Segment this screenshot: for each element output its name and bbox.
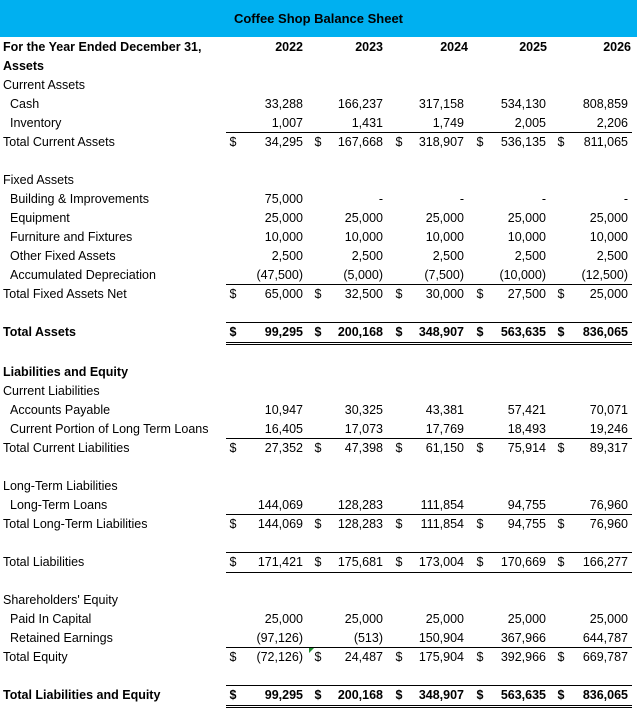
currency-symbol: $ — [314, 135, 322, 149]
row-label[interactable]: Retained Earnings — [10, 631, 113, 645]
row-label[interactable]: Long-Term Liabilities — [3, 479, 118, 493]
currency-symbol: $ — [476, 555, 484, 569]
table-row — [0, 247, 637, 266]
value-cell[interactable]: 2,500 — [432, 249, 464, 263]
value-cell[interactable]: 1,749 — [432, 116, 464, 130]
table-row — [0, 439, 637, 458]
currency-symbol: $ — [557, 688, 565, 702]
row-label[interactable]: Total Current Liabilities — [3, 441, 130, 455]
value-cell[interactable]: 25,000 — [507, 612, 546, 626]
row-label[interactable]: Building & Improvements — [10, 192, 149, 206]
table-row — [0, 95, 637, 114]
table-row — [0, 363, 637, 382]
currency-symbol: $ — [229, 287, 237, 301]
currency-symbol: $ — [314, 555, 322, 569]
value-cell[interactable]: 534,130 — [500, 97, 546, 111]
header-row — [0, 38, 637, 57]
currency-symbol: $ — [476, 287, 484, 301]
currency-symbol: $ — [229, 325, 237, 339]
value-cell[interactable]: 27,500 — [507, 287, 546, 301]
table-row — [0, 629, 637, 648]
table-row — [0, 266, 637, 285]
year-header[interactable]: 2026 — [603, 40, 631, 54]
value-cell[interactable]: 43,381 — [425, 403, 464, 417]
value-cell[interactable]: 644,787 — [582, 631, 628, 645]
value-cell[interactable]: 34,295 — [264, 135, 303, 149]
currency-symbol: $ — [557, 555, 565, 569]
value-cell[interactable]: (5,000) — [343, 268, 383, 282]
table-row — [0, 76, 637, 95]
currency-symbol: $ — [395, 517, 403, 531]
row-label[interactable]: Total Equity — [3, 650, 68, 664]
sheet-title[interactable]: Coffee Shop Balance Sheet — [0, 0, 637, 37]
currency-symbol: $ — [395, 135, 403, 149]
table-row — [0, 610, 637, 629]
value-cell[interactable]: 89,317 — [589, 441, 628, 455]
currency-symbol: $ — [314, 325, 322, 339]
value-cell[interactable]: 30,000 — [425, 287, 464, 301]
value-cell[interactable]: - — [623, 192, 628, 206]
value-cell[interactable]: 200,168 — [337, 688, 383, 702]
value-cell[interactable]: 75,914 — [507, 441, 546, 455]
value-cell[interactable]: 17,073 — [344, 422, 383, 436]
table-row — [0, 133, 637, 152]
table-row — [0, 420, 637, 439]
table-row — [0, 477, 637, 496]
value-cell[interactable]: 171,421 — [257, 555, 303, 569]
value-cell[interactable]: 25,000 — [264, 211, 303, 225]
value-cell[interactable]: 65,000 — [264, 287, 303, 301]
table-row — [0, 190, 637, 209]
row-label[interactable]: Total Liabilities and Equity — [3, 688, 161, 702]
value-cell[interactable]: 2,500 — [271, 249, 303, 263]
value-cell[interactable]: 94,755 — [507, 498, 546, 512]
value-cell[interactable]: 173,004 — [418, 555, 464, 569]
value-cell[interactable]: 76,960 — [589, 517, 628, 531]
value-cell[interactable]: (7,500) — [424, 268, 464, 282]
value-cell[interactable]: 2,005 — [514, 116, 546, 130]
currency-symbol: $ — [557, 517, 565, 531]
value-cell[interactable]: (97,126) — [256, 631, 303, 645]
table-row — [0, 171, 637, 190]
currency-symbol: $ — [476, 517, 484, 531]
currency-symbol: $ — [314, 287, 322, 301]
value-cell[interactable]: - — [378, 192, 383, 206]
row-label[interactable]: Accumulated Depreciation — [10, 268, 156, 282]
currency-symbol: $ — [395, 287, 403, 301]
value-cell[interactable]: 563,635 — [500, 325, 546, 339]
row-label[interactable]: Equipment — [10, 211, 70, 225]
value-cell[interactable]: 25,000 — [589, 211, 628, 225]
year-header[interactable]: 2025 — [519, 40, 547, 54]
currency-symbol: $ — [476, 325, 484, 339]
value-cell[interactable]: 24,487 — [344, 650, 383, 664]
value-cell[interactable]: 536,135 — [500, 135, 546, 149]
value-cell[interactable]: 128,283 — [337, 498, 383, 512]
value-cell[interactable]: 94,755 — [507, 517, 546, 531]
currency-symbol: $ — [557, 287, 565, 301]
value-cell[interactable]: 27,352 — [264, 441, 303, 455]
value-cell[interactable]: 10,000 — [589, 230, 628, 244]
value-cell[interactable]: 10,947 — [264, 403, 303, 417]
value-cell[interactable]: 1,431 — [351, 116, 383, 130]
value-cell[interactable]: 111,854 — [420, 517, 464, 531]
value-cell[interactable]: 99,295 — [264, 325, 303, 339]
value-cell[interactable]: - — [459, 192, 464, 206]
value-cell[interactable]: 836,065 — [582, 325, 628, 339]
currency-symbol: $ — [476, 688, 484, 702]
value-cell[interactable]: 18,493 — [507, 422, 546, 436]
value-cell[interactable]: 25,000 — [425, 211, 464, 225]
value-cell[interactable]: 2,206 — [596, 116, 628, 130]
row-label[interactable]: Assets — [3, 59, 44, 73]
row-label[interactable]: Long-Term Loans — [10, 498, 108, 512]
value-cell[interactable]: 1,007 — [271, 116, 303, 130]
value-cell[interactable]: 111,854 — [420, 498, 464, 512]
currency-symbol: $ — [395, 650, 403, 664]
value-cell[interactable]: - — [541, 192, 546, 206]
currency-symbol: $ — [229, 650, 237, 664]
value-cell[interactable]: 32,500 — [344, 287, 383, 301]
value-cell[interactable]: 61,150 — [425, 441, 464, 455]
currency-symbol: $ — [314, 688, 322, 702]
table-row — [0, 323, 637, 342]
table-row — [0, 401, 637, 420]
value-cell[interactable]: 17,769 — [425, 422, 464, 436]
currency-symbol: $ — [229, 135, 237, 149]
value-cell[interactable]: 367,966 — [500, 631, 546, 645]
row-label[interactable]: Liabilities and Equity — [3, 365, 129, 379]
value-cell[interactable]: (10,000) — [499, 268, 546, 282]
value-cell[interactable]: 10,000 — [425, 230, 464, 244]
value-cell[interactable]: 10,000 — [507, 230, 546, 244]
row-label[interactable]: Furniture and Fixtures — [10, 230, 133, 244]
row-label[interactable]: Total Fixed Assets Net — [3, 287, 127, 301]
currency-symbol: $ — [229, 517, 237, 531]
value-cell[interactable]: 76,960 — [589, 498, 628, 512]
currency-symbol: $ — [314, 517, 322, 531]
value-cell[interactable]: 128,283 — [337, 517, 383, 531]
value-cell[interactable]: 25,000 — [507, 211, 546, 225]
value-cell[interactable]: 10,000 — [264, 230, 303, 244]
value-cell[interactable]: (72,126) — [256, 650, 303, 664]
row-label[interactable]: Current Portion of Long Term Loans — [10, 422, 209, 436]
value-cell[interactable]: (12,500) — [581, 268, 628, 282]
value-cell[interactable]: 166,237 — [337, 97, 383, 111]
value-cell[interactable]: 669,787 — [582, 650, 628, 664]
value-cell[interactable]: 166,277 — [582, 555, 628, 569]
value-cell[interactable]: (47,500) — [256, 268, 303, 282]
table-row — [0, 114, 637, 133]
table-row — [0, 57, 637, 76]
value-cell[interactable]: 200,168 — [337, 325, 383, 339]
year-header[interactable]: 2023 — [355, 40, 383, 54]
row-label[interactable]: Accounts Payable — [10, 403, 111, 417]
currency-symbol: $ — [314, 441, 322, 455]
row-label[interactable]: Cash — [10, 97, 40, 111]
value-cell[interactable]: 16,405 — [264, 422, 303, 436]
value-cell[interactable]: 144,069 — [257, 517, 303, 531]
year-header[interactable]: 2022 — [275, 40, 303, 54]
value-cell[interactable]: 57,421 — [507, 403, 546, 417]
value-cell[interactable]: 10,000 — [344, 230, 383, 244]
row-label[interactable]: Total Assets — [3, 325, 76, 339]
currency-symbol: $ — [557, 325, 565, 339]
value-cell[interactable]: 808,859 — [582, 97, 628, 111]
value-cell[interactable]: 30,325 — [344, 403, 383, 417]
value-cell[interactable]: 25,000 — [589, 287, 628, 301]
comment-marker-icon — [309, 648, 314, 653]
value-cell[interactable]: 318,907 — [418, 135, 464, 149]
value-cell[interactable]: 70,071 — [589, 403, 628, 417]
value-cell[interactable]: 25,000 — [589, 612, 628, 626]
value-cell[interactable]: 175,904 — [418, 650, 464, 664]
currency-symbol: $ — [314, 650, 322, 664]
currency-symbol: $ — [476, 650, 484, 664]
currency-symbol: $ — [557, 135, 565, 149]
currency-symbol: $ — [395, 325, 403, 339]
row-label[interactable]: Total Current Assets — [3, 135, 115, 149]
period-label[interactable]: For the Year Ended December 31, — [3, 40, 202, 54]
table-row — [0, 209, 637, 228]
value-cell[interactable]: 19,246 — [589, 422, 628, 436]
value-cell[interactable]: 348,907 — [418, 325, 464, 339]
value-cell[interactable]: 170,669 — [500, 555, 546, 569]
currency-symbol: $ — [557, 650, 565, 664]
row-label[interactable]: Other Fixed Assets — [10, 249, 116, 263]
value-cell[interactable]: 348,907 — [418, 688, 464, 702]
row-label[interactable]: Total Liabilities — [3, 555, 85, 569]
table-row — [0, 496, 637, 515]
row-label[interactable]: Inventory — [10, 116, 62, 130]
value-cell[interactable]: 836,065 — [582, 688, 628, 702]
value-cell[interactable]: 392,966 — [500, 650, 546, 664]
value-cell[interactable]: 25,000 — [264, 612, 303, 626]
value-cell[interactable]: 317,158 — [418, 97, 464, 111]
row-label[interactable]: Total Long-Term Liabilities — [3, 517, 148, 531]
value-cell[interactable]: 99,295 — [264, 688, 303, 702]
currency-symbol: $ — [229, 688, 237, 702]
value-cell[interactable]: 25,000 — [344, 211, 383, 225]
year-header[interactable]: 2024 — [440, 40, 468, 54]
row-label[interactable]: Fixed Assets — [3, 173, 74, 187]
value-cell[interactable]: 33,288 — [264, 97, 303, 111]
table-row — [0, 228, 637, 247]
table-row — [0, 686, 637, 705]
currency-symbol: $ — [476, 441, 484, 455]
value-cell[interactable]: 150,904 — [418, 631, 464, 645]
table-row — [0, 285, 637, 304]
value-cell[interactable]: 2,500 — [596, 249, 628, 263]
value-cell[interactable]: (513) — [353, 631, 383, 645]
currency-symbol: $ — [476, 135, 484, 149]
value-cell[interactable]: 75,000 — [264, 192, 303, 206]
currency-symbol: $ — [229, 441, 237, 455]
value-cell[interactable]: 2,500 — [351, 249, 383, 263]
currency-symbol: $ — [395, 688, 403, 702]
table-row — [0, 648, 637, 667]
value-cell[interactable]: 47,398 — [344, 441, 383, 455]
value-cell[interactable]: 2,500 — [514, 249, 546, 263]
row-label[interactable]: Current Assets — [3, 78, 85, 92]
currency-symbol: $ — [395, 555, 403, 569]
table-row — [0, 515, 637, 534]
value-cell[interactable]: 175,681 — [337, 555, 383, 569]
currency-symbol: $ — [229, 555, 237, 569]
table-row — [0, 591, 637, 610]
row-label[interactable]: Current Liabilities — [3, 384, 100, 398]
value-cell[interactable]: 144,069 — [257, 498, 303, 512]
currency-symbol: $ — [395, 441, 403, 455]
table-row — [0, 553, 637, 572]
table-row — [0, 382, 637, 401]
value-cell[interactable]: 25,000 — [344, 612, 383, 626]
row-label[interactable]: Paid In Capital — [10, 612, 92, 626]
value-cell[interactable]: 25,000 — [425, 612, 464, 626]
value-cell[interactable]: 563,635 — [500, 688, 546, 702]
value-cell[interactable]: 811,065 — [583, 135, 628, 149]
row-label[interactable]: Shareholders' Equity — [3, 593, 118, 607]
currency-symbol: $ — [557, 441, 565, 455]
value-cell[interactable]: 167,668 — [337, 135, 383, 149]
